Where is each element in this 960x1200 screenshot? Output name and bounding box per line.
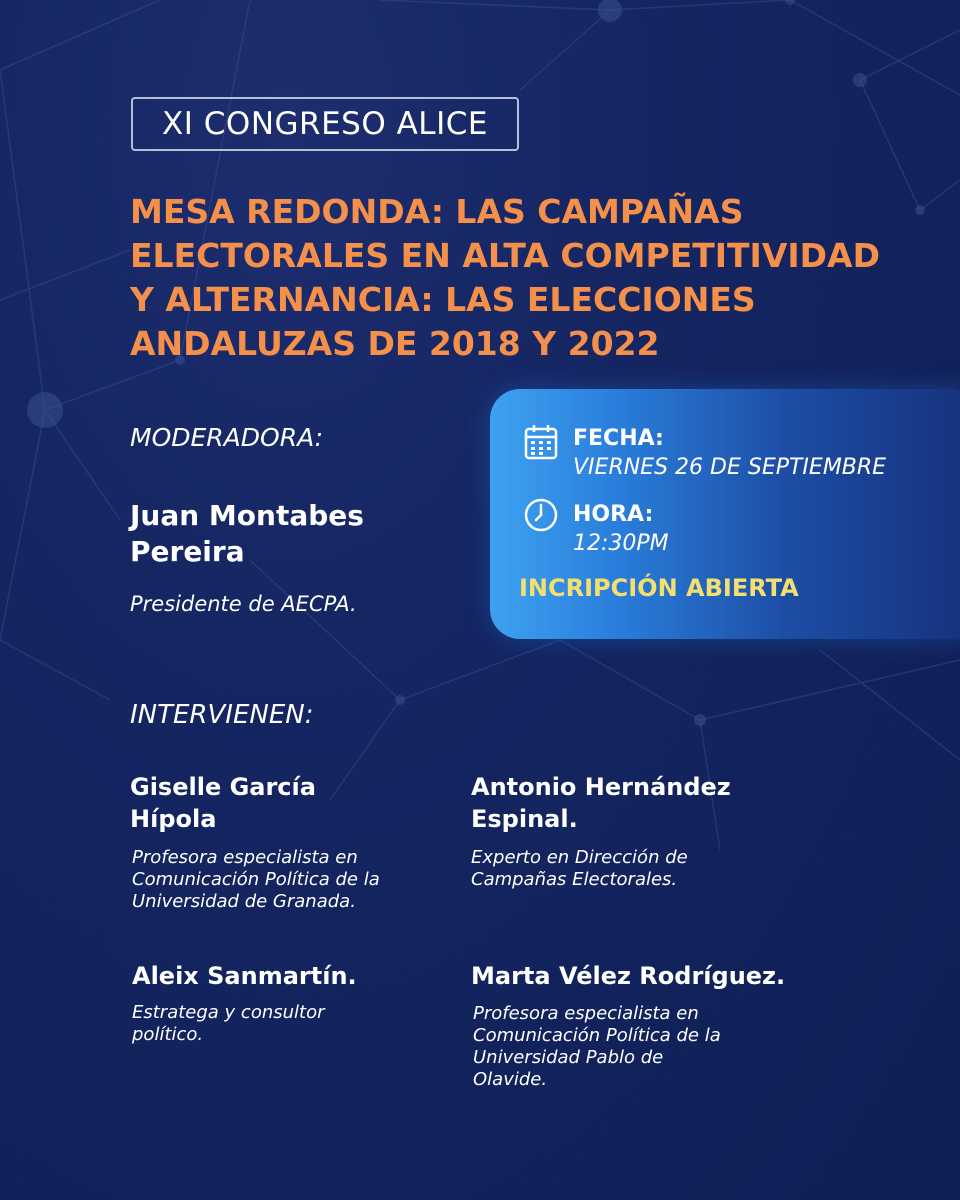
title-line: Y ALTERNANCIA: LAS ELECCIONES <box>130 280 756 319</box>
time-value: 12:30PM <box>573 531 669 556</box>
title-line: ANDALUZAS DE 2018 Y 2022 <box>130 324 660 363</box>
speaker-description <box>132 847 380 913</box>
speakers-label: INTERVIENEN: <box>130 700 314 730</box>
speaker-desc-line: Estratega y consultor <box>132 1002 325 1023</box>
speaker-desc-line: Universidad Pablo de <box>473 1047 664 1068</box>
speaker-name <box>471 771 731 835</box>
speaker-description <box>471 847 688 891</box>
speaker-name-line: Espinal. <box>471 805 578 833</box>
event-title <box>130 190 910 366</box>
speaker-desc-line: Profesora especialista en <box>473 1003 699 1024</box>
speaker-name-line: Marta Vélez Rodríguez. <box>471 962 786 990</box>
speaker-name <box>130 771 316 835</box>
speaker-description <box>132 1002 325 1046</box>
speaker-name-line: Giselle García <box>130 773 316 801</box>
speaker-desc-line: Universidad de Granada. <box>132 891 356 912</box>
moderator-label: MODERADORA: <box>130 423 324 452</box>
registration-open-button[interactable]: INCRIPCIÓN ABIERTA <box>519 574 799 602</box>
moderator-name-line: Pereira <box>130 535 245 568</box>
moderator-role: Presidente de AECPA. <box>130 592 357 616</box>
speaker-name-line: Antonio Hernández <box>471 773 731 801</box>
title-line: ELECTORALES EN ALTA COMPETITIVIDAD <box>130 236 880 275</box>
speaker-name <box>471 960 785 992</box>
time-label: HORA: <box>573 502 654 527</box>
clock-icon <box>524 498 558 532</box>
speaker-desc-line: Comunicación Política de la <box>473 1025 721 1046</box>
speaker-desc-line: Experto en Dirección de <box>471 847 688 868</box>
speaker-description <box>473 1003 721 1091</box>
speaker-name <box>132 960 357 992</box>
date-label: FECHA: <box>573 426 664 451</box>
title-line: MESA REDONDA: LAS CAMPAÑAS <box>130 192 744 231</box>
calendar-icon <box>524 424 558 460</box>
event-badge: XI CONGRESO ALICE <box>131 97 519 151</box>
speaker-desc-line: Olavide. <box>473 1069 548 1090</box>
speaker-desc-line: Profesora especialista en <box>132 847 358 868</box>
moderator-name <box>130 498 364 570</box>
speaker-desc-line: Comunicación Política de la <box>132 869 380 890</box>
moderator-name-line: Juan Montabes <box>130 499 364 532</box>
speaker-name-line: Hípola <box>130 805 217 833</box>
speaker-desc-line: Campañas Electorales. <box>471 869 678 890</box>
speaker-name-line: Aleix Sanmartín. <box>132 962 357 990</box>
speaker-desc-line: político. <box>132 1024 204 1045</box>
date-value: VIERNES 26 DE SEPTIEMBRE <box>573 455 887 480</box>
